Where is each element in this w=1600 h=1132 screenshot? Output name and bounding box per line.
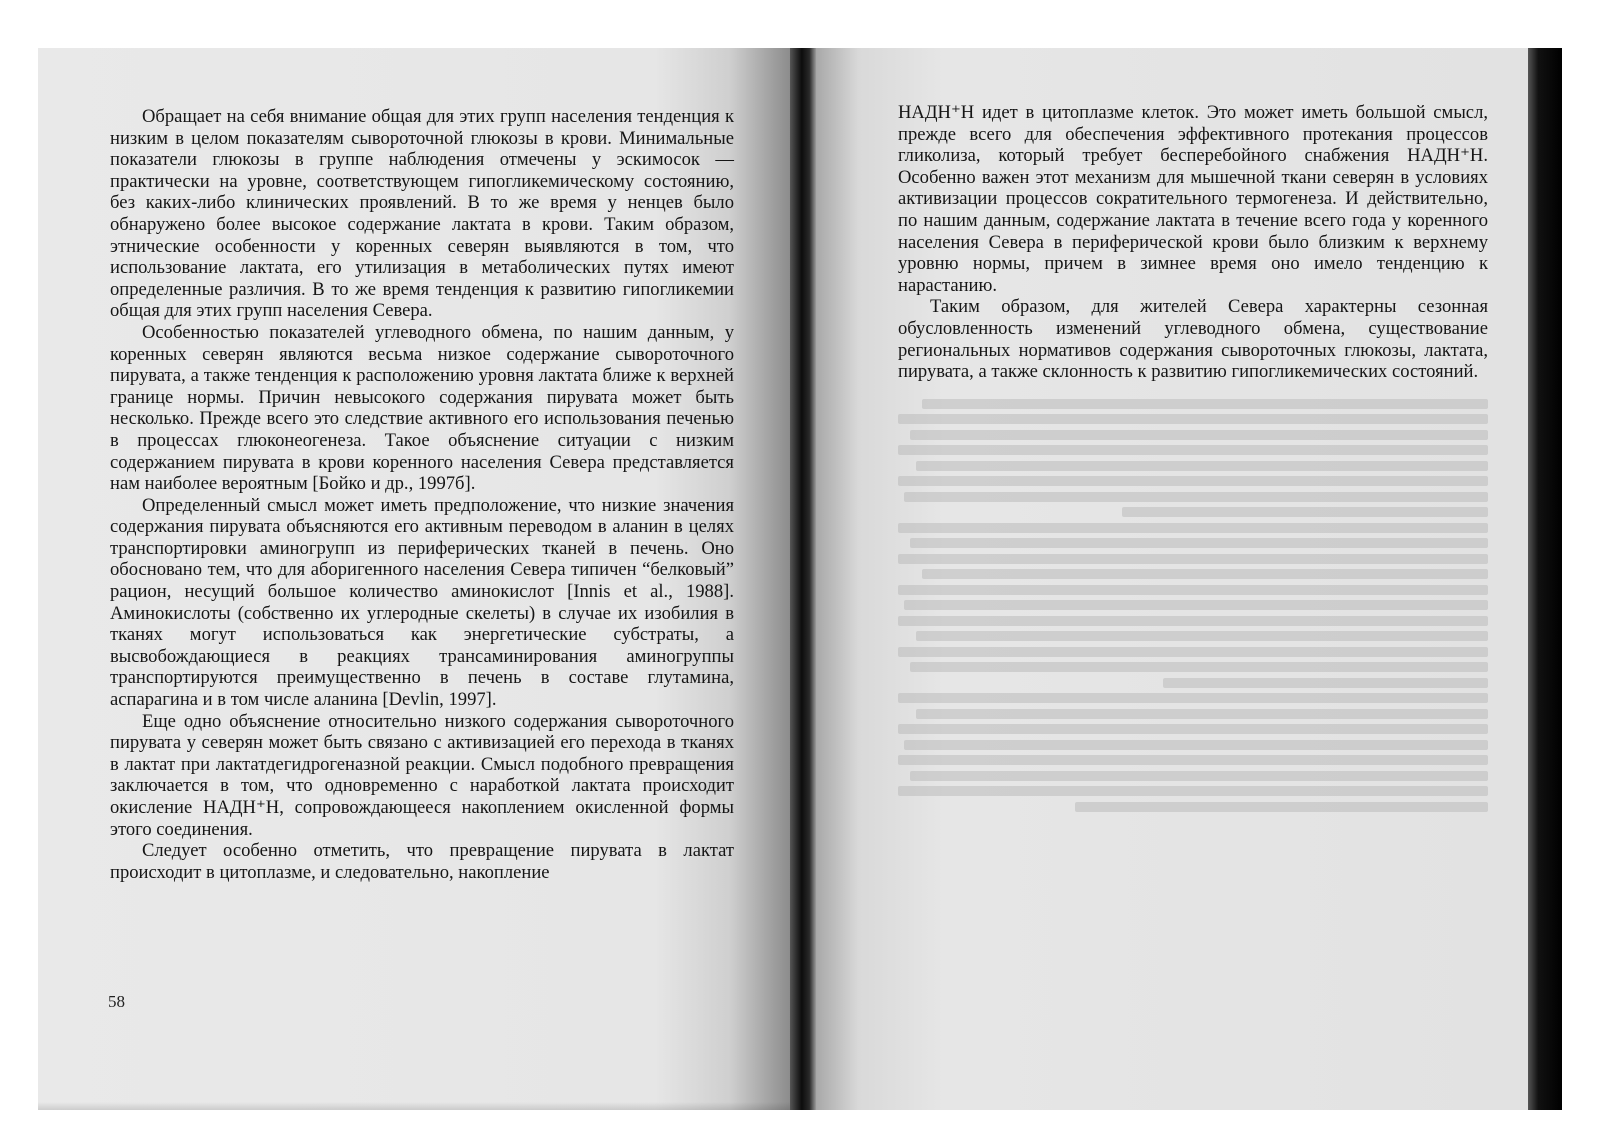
page-shadow	[38, 1102, 790, 1110]
left-paragraph-4: Еще одно объяснение относительно низкого содержания сывороточного пирувата у северян может быть связано с активизацией его перехода в тканях в лактат при лактатдегидрогеназной реакции. Смысл подобного превращения заключается в том, что одновременно с наработкой лактата происходит окисление НАДН⁺Н, сопровождающееся накоплением окисленной формы этого соединения.	[110, 710, 734, 840]
book-edge	[1528, 48, 1562, 1110]
left-paragraph-3: Определенный смысл может иметь предположение, что низкие значения содержания пирувата объясняются его активным переводом в аланин в целях транспортировки аминогрупп из периферических тканей в печень. Оно обосновано тем, что для аборигенного населения Севера типичен “белковый” рацион, несущий большое количество аминокислот [Innis et al., 1988]. Аминокислоты (собственно их углеродные скелеты) в случае их изобилия в тканях могут использоваться как энергетические субстраты, а высвобождающиеся в реакциях трансаминирования аминогруппы транспортируются преимущественно в печень в составе глутамина, аспарагина и в том числе аланина [Devlin, 1997].	[110, 494, 734, 711]
right-paragraph-2: Таким образом, для жителей Севера характерны сезонная обусловленность изменений углеводного обмена, существование региональных нормативов содержания сывороточных глюкозы, лактата, пирувата, а также склонность к развитию гипогликемических состояний.	[898, 296, 1488, 383]
book-gutter	[790, 48, 816, 1110]
left-page-number: 58	[108, 992, 125, 1011]
left-paragraph-2: Особенностью показателей углеводного обмена, по нашим данным, у коренных северян являются весьма низкое содержание сывороточного пирувата, а также тенденция к расположению уровня лактата ближе к верхней границе нормы. Причин невысокого содержания пирувата может быть несколько. Прежде всего это следствие активного его использования печенью в процессах глюконеогенеза. Такое объяснение ситуации с низким содержанием пирувата в крови коренного населения Севера представляется нам наиболее вероятным [Бойко и др., 1997б].	[110, 321, 734, 495]
right-paragraph-1: НАДН⁺Н идет в цитоплазме клеток. Это может иметь большой смысл, прежде всего для обеспечения эффективного протекания процессов гликолиза, который требует бесперебойного снабжения НАДН⁺Н. Особенно важен этот механизм для мышечной ткани северян в условиях активизации процессов сократительного термогенеза. И действительно, по нашим данным, содержание лактата в течение всего года у коренного населения Севера в периферической крови было близким к верхнему уровню нормы, причем в зимнее время оно имело тенденцию к нарастанию.	[898, 102, 1488, 296]
book-spread	[38, 48, 1562, 1110]
left-page-text	[110, 106, 734, 883]
left-paragraph-5: Следует особенно отметить, что превращение пирувата в лактат происходит в цитоплазме, и следовательно, накопление	[110, 840, 734, 883]
right-page-text	[898, 102, 1488, 383]
left-page	[38, 48, 790, 1110]
left-paragraph-1: Обращает на себя внимание общая для этих групп населения тенденция к низким в целом показателям сывороточной глюкозы в крови. Минимальные показатели глюкозы в группе наблюдения отмечены у эскимосок — практически на уровне, соответствующем гипогликемическому состоянию, без каких-либо клинических проявлений. В то же время у ненцев было обнаружено более высокое содержание лактата в крови. Таким образом, этнические особенности у коренных северян выявляются в том, что использование лактата, его утилизация в метаболических путях имеют определенные различия. В то же время тенденция к развитию гипогликемии общая для этих групп населения Севера.	[110, 106, 734, 322]
show-through-text	[898, 393, 1488, 817]
right-page	[816, 48, 1528, 1110]
